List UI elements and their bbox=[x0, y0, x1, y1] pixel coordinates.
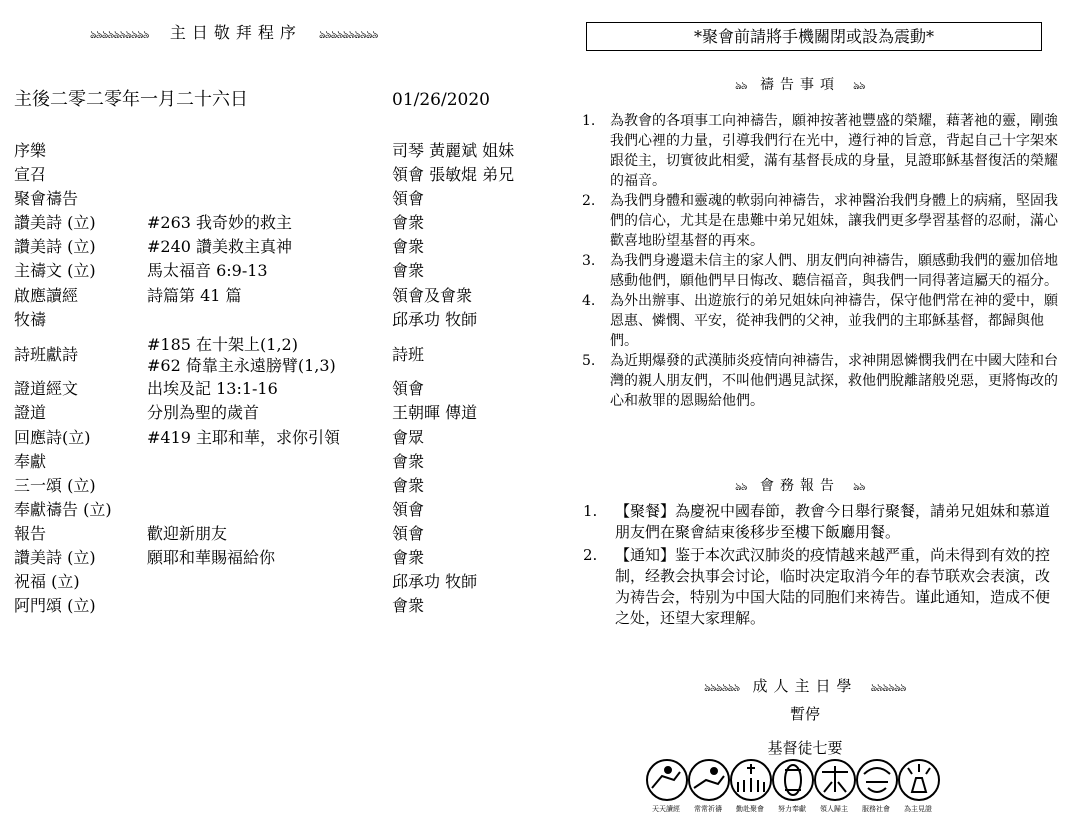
program-row bbox=[14, 450, 554, 474]
essential-label: 為主見證 bbox=[904, 805, 932, 813]
program-item: 詩班獻詩 bbox=[14, 345, 79, 364]
program-content: #263 我奇妙的救主 bbox=[147, 213, 293, 232]
list-item bbox=[582, 291, 1060, 351]
program-item: 祝福 (立) bbox=[14, 572, 80, 591]
item-number: 1. bbox=[583, 502, 598, 520]
program-header bbox=[90, 23, 470, 43]
seven-essentials-title: 基督徒七要 bbox=[767, 739, 843, 757]
date-numeric: 01/26/2020 bbox=[392, 90, 490, 110]
program-row bbox=[14, 498, 554, 522]
program-row bbox=[14, 426, 554, 450]
program-leader: 會衆 bbox=[392, 452, 425, 471]
program-item: 報告 bbox=[14, 524, 47, 543]
program-content: #240 讚美救主真神 bbox=[147, 237, 293, 256]
header-ornament-right: ঌ৯ঌ৯ঌ৯ঌ৯ঌ৯ bbox=[319, 28, 378, 41]
announce-heading bbox=[720, 475, 880, 497]
program-row bbox=[14, 163, 554, 187]
sunday-school-heading bbox=[680, 676, 930, 698]
program-content: 願耶和華賜福給你 bbox=[147, 548, 276, 567]
program-item: 回應詩(立) bbox=[14, 428, 91, 447]
program-row bbox=[14, 235, 554, 259]
prayer-heading bbox=[720, 74, 880, 96]
program-row bbox=[14, 308, 554, 332]
program-item: 證道經文 bbox=[14, 379, 79, 398]
program-row bbox=[14, 259, 554, 283]
seven-essentials-logo bbox=[640, 738, 970, 820]
program-row bbox=[14, 594, 554, 618]
announce-heading-text: 會務報告 bbox=[760, 478, 840, 494]
program-row bbox=[14, 474, 554, 498]
item-number: 2. bbox=[582, 193, 596, 209]
program-item: 三一頌 (立) bbox=[14, 476, 96, 495]
program-content: 歡迎新朋友 bbox=[147, 524, 228, 543]
ornament-icon: ঌ৯ঌ৯ঌ৯ bbox=[870, 681, 906, 694]
program-content: 分別為聖的歲首 bbox=[147, 403, 260, 422]
essential-label: 天天讀經 bbox=[652, 805, 680, 813]
list-item bbox=[583, 501, 1057, 543]
item-number: 1. bbox=[582, 113, 596, 129]
item-text: 【通知】鉴于本次武汉肺炎的疫情越来越严重，尚未得到有效的控制，经教会执事会讨论，临时决定取消今年的春节联欢会表演，改为祷告会，特别为中国大陆的同胞们来祷告。谨此通知，造成不便之处，还望大家理解。 bbox=[615, 546, 1051, 627]
program-leader: 會衆 bbox=[392, 596, 425, 615]
program-leader: 邱承功 牧師 bbox=[392, 310, 478, 329]
item-number: 4. bbox=[582, 293, 596, 309]
essential-label: 領人歸主 bbox=[820, 805, 848, 813]
anthem-line-2: #62 倚靠主永遠膀臂(1,3) bbox=[147, 356, 336, 375]
program-item: 聚會禱告 bbox=[14, 189, 79, 208]
essential-label: 常常祈禱 bbox=[694, 805, 722, 813]
offering-icon bbox=[773, 760, 813, 800]
program-leader: 領會 bbox=[392, 379, 425, 398]
program-row bbox=[14, 377, 554, 401]
program-item: 讚美詩 (立) bbox=[14, 213, 96, 232]
program-leader: 會衆 bbox=[392, 548, 425, 567]
witness-icon bbox=[899, 760, 939, 800]
program-item: 序樂 bbox=[14, 141, 47, 160]
program-leader: 領會 bbox=[392, 500, 425, 519]
program-row bbox=[14, 570, 554, 594]
list-item bbox=[582, 191, 1060, 251]
church-icon bbox=[731, 760, 771, 800]
program-row bbox=[14, 187, 554, 211]
program-title: 主日敬拜程序 bbox=[169, 23, 302, 42]
program-item: 奉獻禱告 (立) bbox=[14, 500, 112, 519]
program-item: 牧禱 bbox=[14, 310, 47, 329]
program-item: 宣召 bbox=[14, 165, 47, 184]
program-leader: 會眾 bbox=[392, 428, 425, 447]
sunday-school-status: 暫停 bbox=[789, 705, 820, 723]
program-leader: 會衆 bbox=[392, 237, 425, 256]
bible-reading-icon bbox=[647, 760, 687, 800]
program-leader: 領會 bbox=[392, 524, 425, 543]
header-ornament-left: ঌ৯ঌ৯ঌ৯ঌ৯ঌ৯ bbox=[90, 28, 149, 41]
program-row bbox=[14, 333, 554, 377]
program-leader: 邱承功 牧師 bbox=[392, 572, 478, 591]
program-row bbox=[14, 211, 554, 235]
program-item: 證道 bbox=[14, 403, 47, 422]
prayer-list bbox=[582, 111, 1060, 411]
item-text: 為教會的各項事工向神禱告，願神按著祂豐盛的榮耀，藉著祂的靈，剛強我們心裡的力量，引導我們行在光中，遵行神的旨意，背起自己十字架來跟從主，切實彼此相愛，滿有基督長成的身量，見證耶穌基督復活的榮耀的福音。 bbox=[610, 113, 1058, 189]
anthem-line-1: #185 在十架上(1,2) bbox=[147, 335, 298, 354]
list-item bbox=[583, 545, 1057, 629]
item-number: 5. bbox=[582, 353, 596, 369]
announcement-list bbox=[583, 501, 1057, 629]
ornament-icon: ঌ৯ঌ৯ঌ৯ bbox=[704, 681, 740, 694]
program-row bbox=[14, 284, 554, 308]
date-chinese: 主後二零二零年一月二十六日 bbox=[14, 89, 248, 110]
program-row bbox=[14, 546, 554, 570]
ornament-icon: ঌ৯ bbox=[853, 79, 865, 92]
program-leader: 會衆 bbox=[392, 213, 425, 232]
program-item: 奉獻 bbox=[14, 452, 47, 471]
program-item: 阿門頌 (立) bbox=[14, 596, 96, 615]
program-leader: 領會 張敏焜 弟兄 bbox=[392, 165, 515, 184]
sunday-school-heading-text: 成人主日學 bbox=[752, 677, 858, 695]
program-item: 讚美詩 (立) bbox=[14, 548, 96, 567]
program-content: 出埃及記 13:1-16 bbox=[147, 379, 278, 398]
list-item bbox=[582, 111, 1060, 191]
program-leader: 詩班 bbox=[392, 345, 425, 364]
program-leader: 領會及會衆 bbox=[392, 286, 473, 305]
service-icon bbox=[857, 760, 897, 800]
program-leader: 司琴 黃麗斌 姐妹 bbox=[392, 141, 515, 160]
program-item: 啟應讀經 bbox=[14, 286, 79, 305]
item-text: 為我們身體和靈魂的軟弱向神禱告，求神醫治我們身體上的病痛，堅固我們的信心，尤其是在患難中弟兄姐妹，讓我們更多學習基督的忍耐，滿心歡喜地盼望基督的再來。 bbox=[610, 193, 1058, 249]
program-item: 主禱文 (立) bbox=[14, 261, 96, 280]
evangelism-icon bbox=[815, 760, 855, 800]
item-text: 為外出辦事、出遊旅行的弟兄姐妹向神禱告，保守他們常在神的愛中，願恩惠、憐憫、平安，從神我們的父神，並我們的主耶穌基督，都歸與他們。 bbox=[610, 293, 1058, 349]
essential-label: 勤赴聚會 bbox=[736, 805, 764, 813]
item-text: 為我們身邊還未信主的家人們、朋友們向神禱告，願感動我們的靈加倍地感動他們，願他們早日悔改、聽信福音，與我們一同得著這屬天的福分。 bbox=[610, 253, 1058, 289]
item-text: 【聚餐】為慶祝中國春節，教會今日舉行聚餐，請弟兄姐妹和慕道朋友們在聚會結束後移步至樓下飯廳用餐。 bbox=[615, 502, 1051, 541]
essential-label: 服務社會 bbox=[862, 805, 890, 813]
item-number: 3. bbox=[582, 253, 596, 269]
item-text: 為近期爆發的武漢肺炎疫情向神禱告，求神開恩憐憫我們在中國大陸和台灣的親人朋友們，不叫他們遇見試探，救他們脫離諸般兇惡，更將悔改的心和赦罪的恩賜給他們。 bbox=[610, 353, 1058, 409]
item-number: 2. bbox=[583, 546, 598, 564]
list-item bbox=[582, 351, 1060, 411]
list-item bbox=[582, 251, 1060, 291]
program-content: 詩篇第 41 篇 bbox=[147, 286, 242, 305]
ornament-icon: ঌ৯ bbox=[735, 79, 747, 92]
program-row bbox=[14, 401, 554, 425]
essential-label: 努力奉獻 bbox=[778, 805, 806, 813]
program-content: #419 主耶和華，求你引領 bbox=[147, 428, 341, 447]
program-row bbox=[14, 139, 554, 163]
praying-icon bbox=[689, 760, 729, 800]
program-leader: 會衆 bbox=[392, 261, 425, 280]
program-leader: 王朝暉 傳道 bbox=[392, 403, 478, 422]
ornament-icon: ঌ৯ bbox=[735, 480, 747, 493]
phone-notice-box: *聚會前請將手機關閉或設為震動* bbox=[586, 22, 1042, 51]
prayer-heading-text: 禱告事項 bbox=[760, 77, 840, 93]
program-row bbox=[14, 522, 554, 546]
program-leader: 會衆 bbox=[392, 476, 425, 495]
program-leader: 領會 bbox=[392, 189, 425, 208]
ornament-icon: ঌ৯ bbox=[853, 480, 865, 493]
program-content bbox=[147, 334, 336, 376]
seven-essentials-icons bbox=[640, 758, 970, 802]
program-content: 馬太福音 6:9-13 bbox=[147, 261, 268, 280]
program-item: 讚美詩 (立) bbox=[14, 237, 96, 256]
